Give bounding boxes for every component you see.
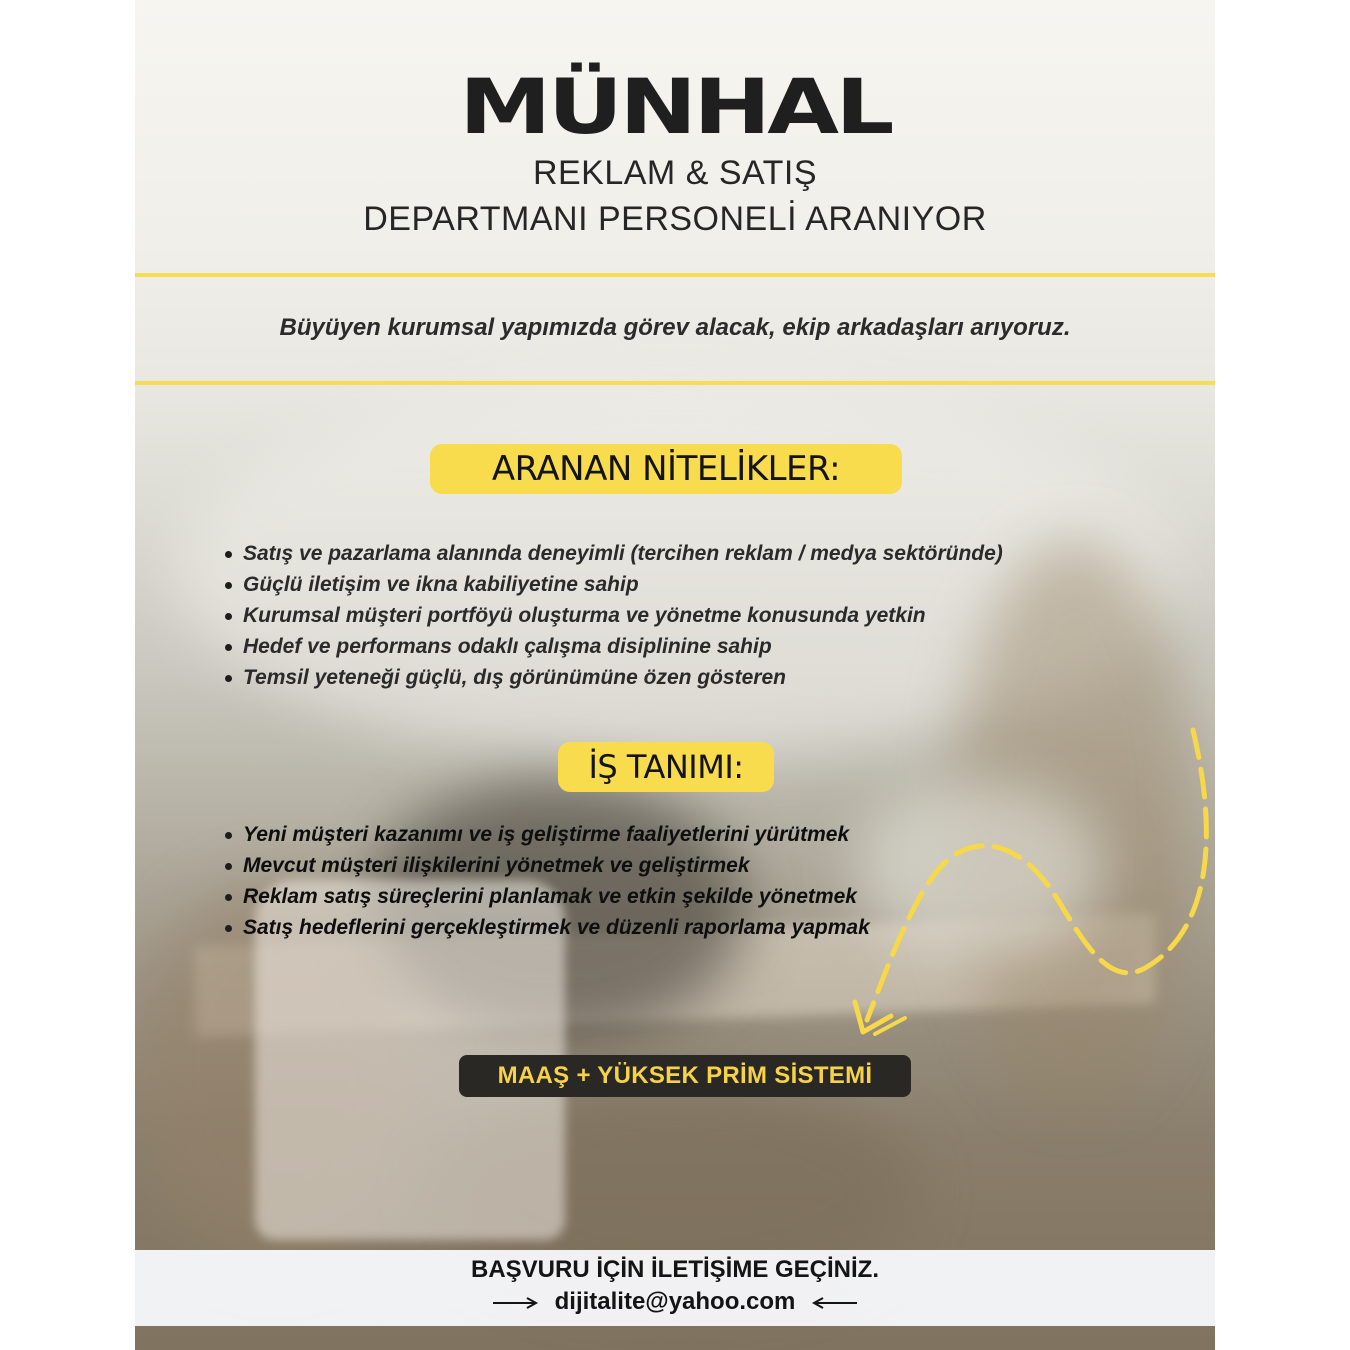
list-item: Hedef ve performans odaklı çalışma disiplinine sahip xyxy=(223,631,1003,662)
list-item: Mevcut müşteri ilişkilerini yönetmek ve geliştirmek xyxy=(223,850,870,881)
qualifications-heading: ARANAN NİTELİKLER: xyxy=(430,444,902,494)
headline-line-1: REKLAM & SATIŞ xyxy=(532,154,818,192)
list-item: Reklam satış süreçlerini planlamak ve etkin şekilde yönetmek xyxy=(223,881,870,912)
divider-top xyxy=(135,273,1215,277)
arrow-right-icon xyxy=(491,1296,539,1310)
contact-email[interactable]: dijitalite@yahoo.com xyxy=(554,1288,796,1315)
brand-title: MÜNHAL xyxy=(459,62,891,151)
contact-row xyxy=(135,1288,1215,1316)
job-description-heading: İŞ TANIMI: xyxy=(558,742,774,792)
headline-line-2: DEPARTMANI PERSONELİ ARANIYOR xyxy=(363,200,987,238)
list-item: Temsil yeteneği güçlü, dış görünümüne özen gösteren xyxy=(223,662,1003,693)
arrow-left-icon xyxy=(811,1296,859,1310)
contact-footer xyxy=(135,1250,1215,1326)
job-headline xyxy=(135,150,1215,242)
list-item: Kurumsal müşteri portföyü oluşturma ve yönetme konusunda yetkin xyxy=(223,600,1003,631)
tagline: Büyüyen kurumsal yapımızda görev alacak, ekip arkadaşları arıyoruz. xyxy=(279,314,1071,341)
job-poster xyxy=(135,0,1215,1350)
qualifications-list xyxy=(223,538,1003,693)
curly-dashed-arrow-icon xyxy=(845,720,1215,1050)
divider-bottom xyxy=(135,381,1215,385)
salary-badge: MAAŞ + YÜKSEK PRİM SİSTEMİ xyxy=(459,1055,911,1097)
list-item: Satış hedeflerini gerçekleştirmek ve düzenli raporlama yapmak xyxy=(223,912,870,943)
job-description-list xyxy=(223,819,870,943)
list-item: Yeni müşteri kazanımı ve iş geliştirme faaliyetlerini yürütmek xyxy=(223,819,870,850)
list-item: Satış ve pazarlama alanında deneyimli (tercihen reklam / medya sektöründe) xyxy=(223,538,1003,569)
list-item: Güçlü iletişim ve ikna kabiliyetine sahip xyxy=(223,569,1003,600)
apply-text: BAŞVURU İÇİN İLETİŞİME GEÇİNİZ. xyxy=(470,1256,880,1283)
